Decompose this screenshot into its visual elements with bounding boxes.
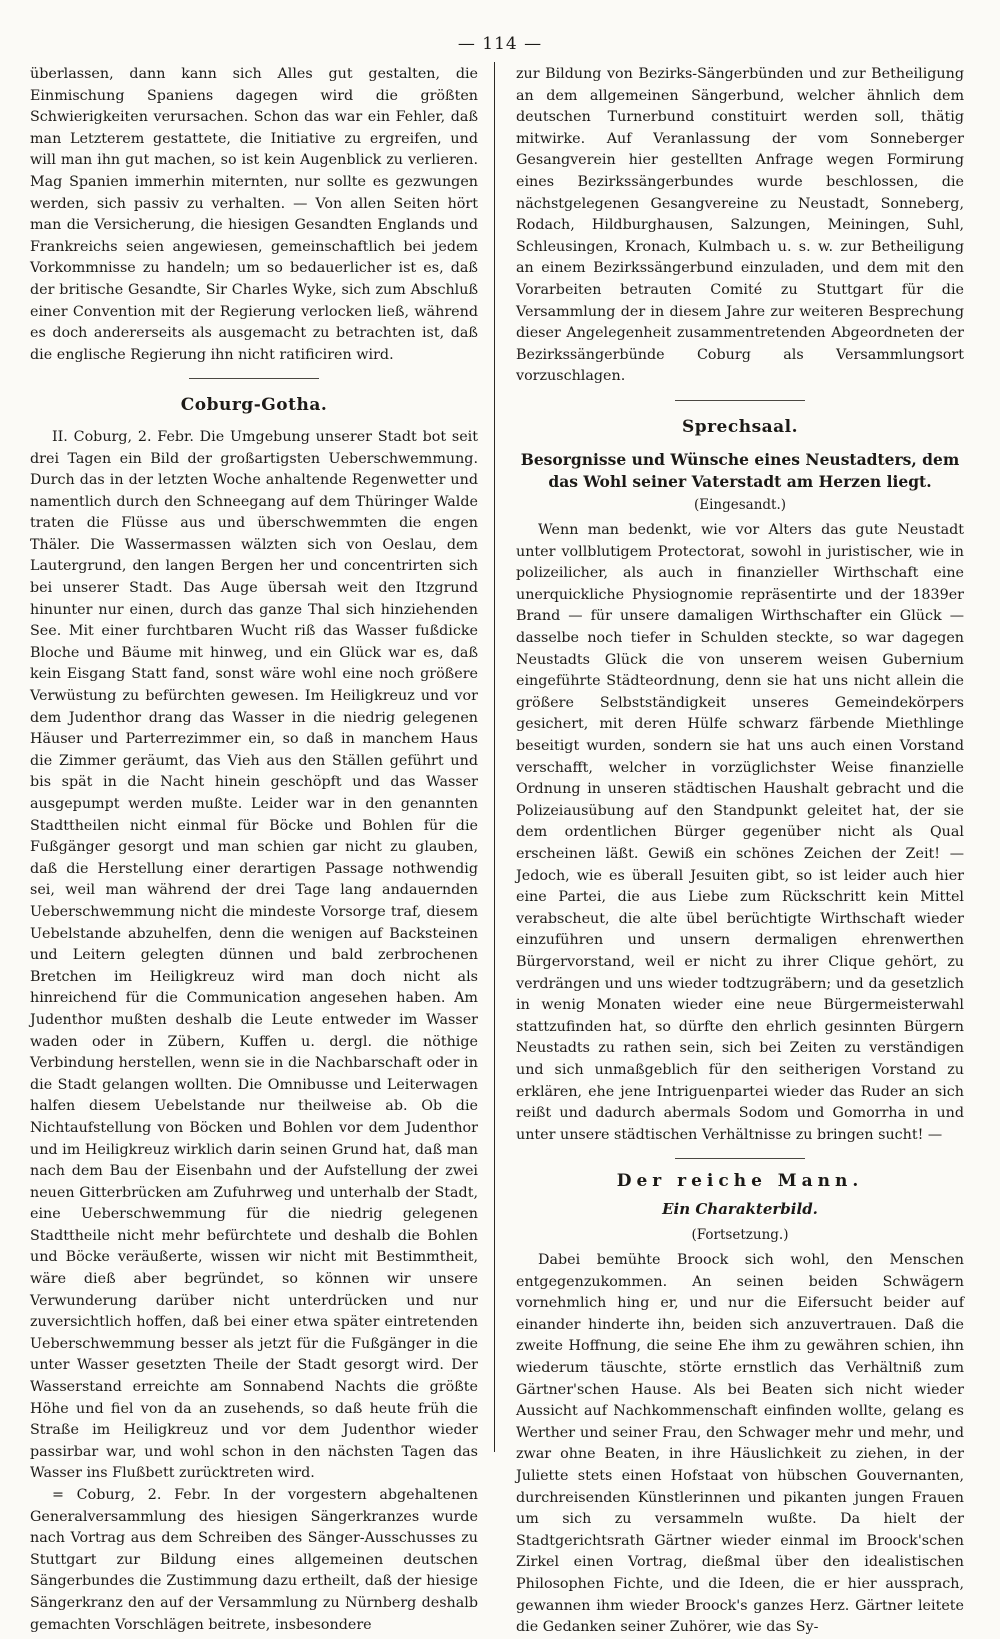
article-coburg-saengerkranz: = Coburg, 2. Febr. In der vorgestern abgehaltenen Generalversammlung des hiesigen Sängerkranzes wurde nach Vortrag aus dem Schreiben des Sänger-Ausschusses zu Stuttgart zur Bildung eines allgemeinen deutschen Sängerbundes die Zustimmung dazu ertheilt, daß der hiesige Sängerkranz den auf der Versammlung zu Nürnberg deshalb gemachten Vorschlägen beitrete, insbesondere [30,1487,478,1633]
separator-rule [189,378,319,379]
story-note: (Fortsetzung.) [691,1226,789,1243]
left-column [30,64,478,1636]
story-title: Der reiche Mann. [616,1171,864,1192]
article-coburg-flood: II. Coburg, 2. Febr. Die Umgebung unserer Stadt bot seit drei Tagen ein Bild der großartigsten Ueberschwemmung. Durch das in der letzten Woche anhaltende Regenwetter und namentlich durch den Schneegang auf dem Thüringer Walde traten die Flüsse aus und überschwemmten die engen Thäler. Die Wassermassen wälzten sich von Oeslau, dem Lautergrund, den langen Bergen her und concentrirten sich bei unserer Stadt. Das Auge übersah weit den Itzgrund hinunter nur einen, durch das ganze Thal sich hinziehenden See. Mit einer furchtbaren Wucht riß das Wasser fußdicke Bloche und Bäume mit hinweg, und ein Glück war es, daß kein Eisgang Statt fand, sonst wäre wohl eine noch größere Verwüstung zu befürchten gewesen. Im Heiligkreuz und vor dem Judenthor drang das Wasser in die niedrig gelegenen Häuser und Parterrezimmer ein, so daß in manchem Haus die Zimmer geräumt, das Vieh aus den Ställen geführt und bis spät in die Nacht hinein geschöpft und das Wasser ausgepumpt werden mußte. Leider war in den genannten Stadttheilen nicht einmal für Böcke und Bohlen für die Fußgänger gesorgt und man schien gar nicht zu glauben, daß die Herstellung einer derartigen Passage nothwendig sei, weil man während der drei Tage lang andauernden Ueberschwemmung nicht die mindeste Vorsorge traf, diesem Uebelstande abzuhelfen, denn die wenigen auf Backsteinen und Leitern gelegten dünnen und bald zerbrochenen Bretchen im Heiligkreuz wird man doch nicht als hinreichend für die Communication angesehen haben. Am Judenthor mußten deshalb die Leute entweder im Wasser waden oder in Zübern, Kuffen u. dergl. die nöthige Verbindung herstellen, wenn sie in die Nachbarschaft oder in die Stadt gelangen wollten. Die Omnibusse und Leiterwagen halfen diesem Uebelstande nur theilweise ab. Ob die Nichtaufstellung von Böcken und Bohlen vor dem Judenthor und im Heiligkreuz wirklich darin seinen Grund hat, daß man nach dem Bau der Eisenbahn und der Aufstellung der zwei neuen Gitterbrücken am Zufuhrweg und unterhalb der Stadt, eine Ueberschwemmung für die niedrig gelegenen Stadttheile nicht mehr befürchtete und deshalb die Bohlen und Böcke veräußerte, wissen wir nicht mit Bestimmtheit, wäre dieß aber begründet, so können wir unsere Verwunderung darüber nicht unterdrücken und nur zuversichtlich hoffen, daß bei einer etwa später eintretenden Ueberschwemmung besser als jetzt für die Fußgänger in die unter Wasser gesetzten Theile der Stadt gesorgt wird. Der Wasserstand erreichte am Sonnabend Nachts die größte Höhe und fiel von da an zusehends, so daß heute früh die Straße im Heiligkreuz und vor dem Judenthor wieder passirbar war, und wohl schon in den nächsten Tagen das Wasser ins Flußbett zurücktreten wird. [30,428,478,1482]
article-continuation-paragraph: überlassen, dann kann sich Alles gut gestalten, die Einmischung Spaniens dagegen wird die größten Schwierigkeiten verursachen. Schon das war ein Fehler, daß man Letzterem gestattete, die Initiative zu ergreifen, und will man ihn gut machen, so ist kein Augenblick zu verlieren. Mag Spanien immerhin miternten, nur sollte es gezwungen werden, sich passiv zu verhalten. — Von allen Seiten hört man die Versicherung, die hiesigen Gesandten Englands und Frankreichs seien angewiesen, gemeinschaftlich bei jedem Vorkommnisse zu handeln; um so bedauerlicher ist es, daß der britische Gesandte, Sir Charles Wyke, sich zum Abschluß einer Convention mit der Regierung verlocken ließ, während es doch andererseits als ausgemacht zu betrachten ist, daß die englische Regierung ihn nicht ratificiren wird. [30,66,478,363]
article-continuation-saengerbund: zur Bildung von Bezirks-Sängerbünden und zur Betheiligung an dem allgemeinen Sängerbund, welcher ähnlich dem deutschen Turnerbund constituirt werden soll, thätig mitwirke. Auf Veranlassung der vom Sonneberger Gesangverein hier gestellten Anfrage wegen Formirung eines Bezirkssängerbundes wurde beschlossen, die nächstgelegenen Gesangvereine zu Neustadt, Sonneberg, Rodach, Hildburghausen, Salzungen, Meiningen, Suhl, Schleusingen, Kronach, Kulmbach u. s. w. zur Betheiligung an einem Bezirkssängerbund einzuladen, und dem mit den Vorarbeiten betrauten Comité zu Stuttgart für die Versammlung der in diesem Jahre zur weiteren Besprechung dieser Angelegenheit zusammentretenden Abgeordneten der Bezirkssängerbünde Coburg als Versammlungsort vorzuschlagen. [516,66,964,385]
story-body: Dabei bemühte Broock sich wohl, den Menschen entgegenzukommen. An seinen beiden Schwägern vornehmlich hing er, und nur die Eifersucht beider auf einander hinderte ihn, beiden sich anzuvertrauen. Daß die zweite Hoffnung, die seine Ehe ihm zu gewähren schien, ihn wiederum täuschte, störte ernstlich das Verhältniß zum Gärtner'schen Hause. Als bei Beaten sich nicht wieder Aussicht auf Nachkommenschaft einfinden wollte, gelang es Werther und seiner Frau, den Schwager mehr und mehr, und zwar ohne Beaten, in ihre Häuslichkeit zu ziehen, in der Juliette stets einen Hofstaat von hübschen Gouvernanten, durchreisenden Künstlerinnen und pikanten jungen Frauen um sich zu versammeln wußte. Da hielt der Stadtgerichtsrath Gärtner wieder einmal im Broock'schen Zirkel einen Vortrag, dießmal über den idealistischen Philosophen Fichte, und die Ideen, die er hier aussprach, gewannen ihm wieder Broock's ganzes Herz. Gärtner leitete die Gedanken seiner Zuhörer, wie das Sy- [516,1252,964,1636]
letter-body: Wenn man bedenkt, wie vor Alters das gute Neustadt unter vollblutigem Protectorat, sowohl in juristischer, wie in polizeilicher, als auch in finanzieller Wirthschaft eine unerquickliche Physiognomie repräsentirte und der 1839er Brand — für unsere damaligen Wirthschafter ein Glück — dasselbe noch tiefer in Schulden steckte, so war dagegen Neustadts Glück die von unserem weisen Gubernium eingeführte Städteordnung, denn sie hat uns nicht allein die größere Selbstständigkeit unseres Gemeindekörpers gesichert, mit deren Hülfe schwarz färbende Miethlinge beseitigt wurden, sondern sie hat uns auch einen Vorstand verschafft, welcher in vorzüglichster Weise finanzielle Ordnung in unseren städtischen Haushalt gebracht und die Polizeiausübung auf den Standpunkt geleitet hat, der sie dem ordentlichen Bürger gegenüber nicht als Qual erscheinen läßt. Gewiß ein schönes Zeichen der Zeit! — Jedoch, wie es überall Jesuiten gibt, so ist leider auch hier eine Partei, die aus Liebe zum Rückschritt kein Mittel verabscheut, die alte übel berüchtigte Wirthschaft wieder einzuführen und unsern dermaligen ehrenwerthen Bürgervorstand, weil er nicht zu ihrer Clique gehört, zu verdrängen und uns wieder todtzugräbern; und da gesetzlich in wenig Monaten wieder eine neue Bürgermeisterwahl stattzufinden hat, so dürfte den ehrlich gesinnten Bürgern Neustadts zu rathen sein, sich bei Zeiten zu verständigen und sich unmaßgeblich für den seitherigen Vorstand zu erklären, ehe jene Intriguenpartei wieder das Ruder an sich reißt und dadurch abermals Sodom und Gomorrha in und unter unsere städtischen Verhältnisse zu bringen sucht! — [516,522,964,1143]
page-number: — 114 — [457,34,543,54]
right-column [516,64,964,1639]
column-divider [494,62,495,1452]
separator-rule [675,400,805,401]
letter-note: (Eingesandt.) [693,496,787,513]
section-heading-sprechsaal: Sprechsaal. [681,416,799,437]
section-heading-coburg-gotha: Coburg-Gotha. [180,395,328,416]
letter-title: Besorgnisse und Wünsche eines Neustadters, dem das Wohl seiner Vaterstadt am Herzen liegt. [520,449,960,491]
separator-rule [675,1158,805,1159]
story-subtitle: Ein Charakterbild. [662,1199,818,1218]
